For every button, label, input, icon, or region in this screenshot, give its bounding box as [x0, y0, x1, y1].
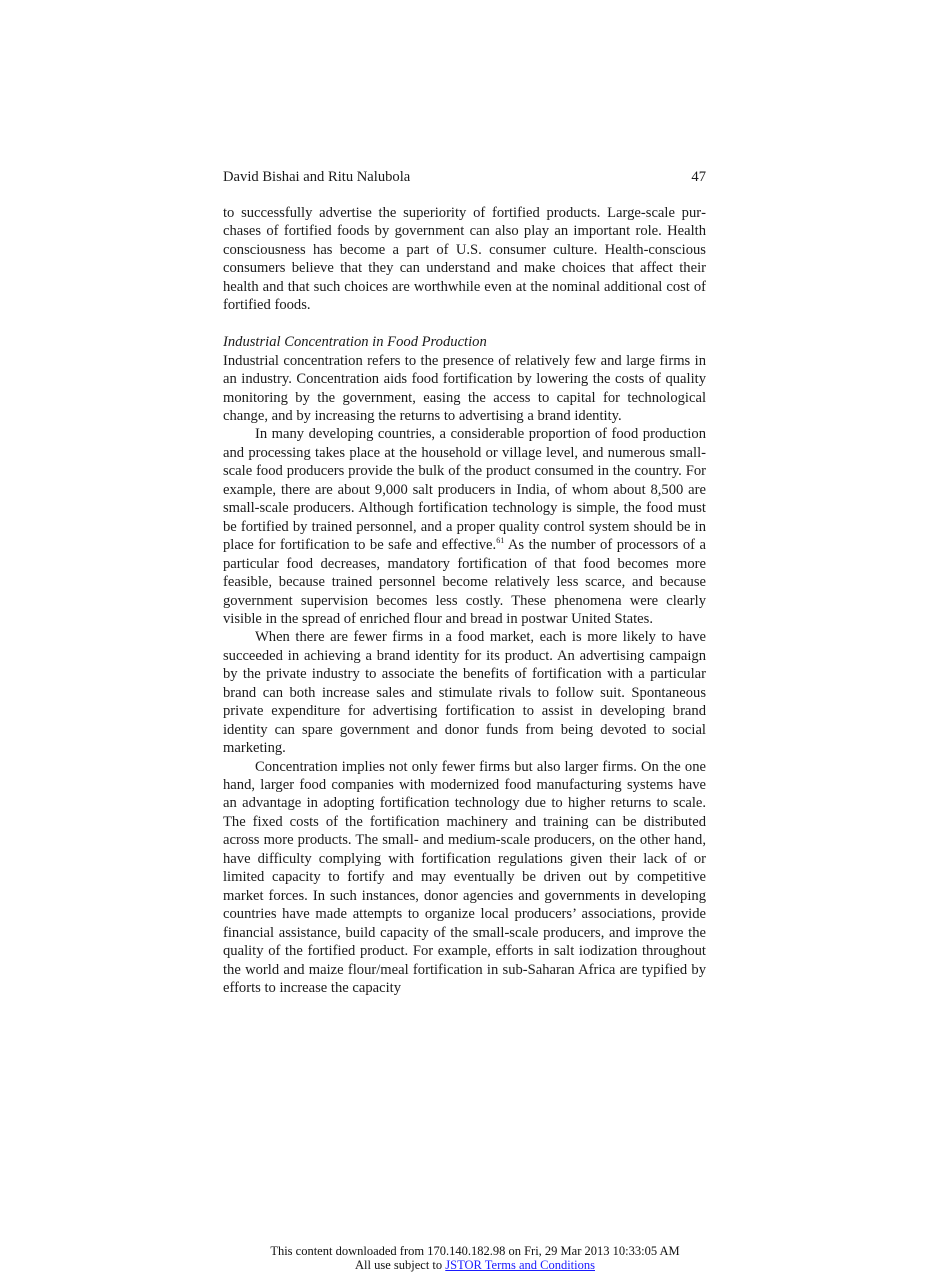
article-page: [223, 168, 706, 997]
footnote-reference[interactable]: 61: [496, 536, 505, 546]
page-number: 47: [691, 169, 706, 185]
download-footer: [0, 1244, 950, 1272]
body-paragraph: Concentration implies not only fewer firms but also larger firms. On the one hand, larger food companies with modernized food manufacturing systems have an advantage in adopting fortification technology due to higher returns to scale. The fixed costs of the fortification machinery and training can be distributed across more products. The small- and medium-scale producers, on the other hand, have difficulty complying with fortification regulations given their lack of or limited capacity to fortify and may eventually be driven out by competitive market forces. In such instances, donor agencies and governments in developing countries have made attempts to organize local producers’ associations, provide financial assistance, build capacity of the small-scale producers, and improve the quality of the fortified product. For example, efforts in salt iodization throughout the world and maize flour/meal fortification in sub-Saharan Africa are typified by efforts to increase the capacity: [223, 758, 706, 997]
download-notice: This content downloaded from 170.140.182.98 on Fri, 29 Mar 2013 10:33:05 AM: [270, 1244, 680, 1258]
section-heading: Industrial Concentration in Food Production: [223, 334, 487, 351]
body-paragraph: When there are fewer firms in a food market, each is more likely to have succeeded in achieving a brand identity for its product. An advertising campaign by the private industry to associate the benefits of fortification with a particular brand can both increase sales and stimulate rivals to follow suit. Spontaneous private expenditure for advertising fortification to assist in developing brand identity can spare government and donor funds from being devoted to social marketing.: [223, 629, 706, 757]
body-paragraph: to successfully advertise the superiority of fortified products. Large-scale purchases of fortified foods by government can also play an important role. Health consciousness has become a part of U.S. consumer culture. Health-conscious consumers believe that they can understand and make choices that affect their health and that such choices are worthwhile even at the nominal additional cost of fortified foods.: [223, 205, 706, 314]
body-paragraph: [223, 425, 706, 628]
terms-line: [0, 1258, 950, 1272]
terms-link[interactable]: JSTOR Terms and Conditions: [445, 1258, 595, 1272]
paragraph-text: As the number of processors of a particular food decreases, mandatory fortification of that food becomes more feasible, because trained personnel become relatively less scarce, and because government supervision becomes less costly. These phenomena were clearly visible in the spread of enriched flour and bread in postwar United States.: [223, 537, 706, 627]
body-paragraph: Industrial concentration refers to the presence of relatively few and large firms in an industry. Concentration aids food fortification by lowering the costs of quality monitoring by the government, easing the access to capital for technological change, and by increasing the returns to advertising a brand identity.: [223, 352, 706, 424]
running-head: [223, 168, 706, 187]
terms-prefix: All use subject to: [355, 1258, 446, 1272]
paragraph-text: In many developing countries, a considerable proportion of food production and processing takes place at the household or village level, and numerous small-scale food producers provide the bulk of the product consumed in the country. For example, there are about 9,000 salt producers in India, of whom about 8,500 are small-scale producers. Although fortification technology is simple, the food must be fortified by trained personnel, and a proper quality control system should be in place for fortification to be safe and effective.: [223, 426, 706, 554]
running-head-authors: David Bishai and Ritu Nalubola: [223, 169, 411, 185]
